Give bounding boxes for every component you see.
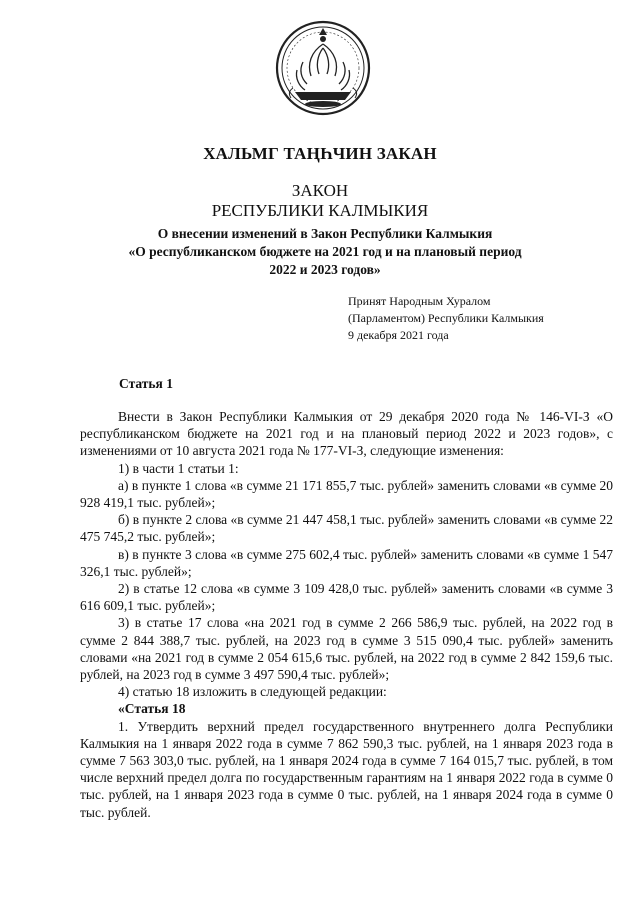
article-paragraph: в) в пункте 3 слова «в сумме 275 602,4 тыс. рублей» заменить словами «в сумме 1 547 326,1 тыс. рублей»; <box>80 546 613 579</box>
article-paragraph: 3) в статье 17 слова «на 2021 год в сумме 2 266 586,9 тыс. рублей, на 2022 год в сумме 2 844 388,7 тыс. рублей, на 2023 год в сумме 3 515 090,4 тыс. рублей» заменить словами «на 2021 год в сумме 2 054 615,6 тыс. рублей, на 2022 год в сумме 2 842 159,6 тыс. рублей, на 2023 год в сумме 3 497 590,4 тыс. рублей»; <box>80 615 613 683</box>
adoption-line-2: (Парламентом) Республики Калмыкия <box>348 311 544 325</box>
article-heading: Статья 1 <box>119 376 173 391</box>
subtitle-line-3: 2022 и 2023 годов» <box>269 262 381 277</box>
document-title <box>0 181 640 221</box>
subtitle-line-2: «О республиканском бюджете на 2021 год и на плановый период <box>128 244 522 259</box>
article-paragraph: 4) статью 18 изложить в следующей редакции: <box>118 684 387 700</box>
adoption-date: 9 декабря 2021 года <box>348 328 449 342</box>
article-body <box>80 408 613 821</box>
article-paragraph: 2) в статье 12 слова «в сумме 3 109 428,0 тыс. рублей» заменить словами «в сумме 3 616 609,1 тыс. рублей»; <box>80 581 613 614</box>
subtitle-line-1: О внесении изменений в Закон Республики Калмыкия <box>157 226 493 241</box>
adoption-line-1: Принят Народным Хуралом <box>348 294 491 308</box>
article-paragraph: 1) в части 1 статьи 1: <box>118 460 239 476</box>
article-paragraph: б) в пункте 2 слова «в сумме 21 447 458,1 тыс. рублей» заменить словами «в сумме 22 475 745,2 тыс. рублей»; <box>80 512 613 545</box>
article-paragraph: а) в пункте 1 слова «в сумме 21 171 855,7 тыс. рублей» заменить словами «в сумме 20 928 419,1 тыс. рублей»; <box>80 477 613 511</box>
document-subtitle <box>60 225 590 279</box>
article-paragraph: 1. Утвердить верхний предел государственного внутреннего долга Республики Калмыкия на 1 января 2022 года в сумме 7 862 590,3 тыс. рублей, на 1 января 2023 года в сумме 7 563 303,0 тыс. рублей, на 1 января 2024 года в сумме 7 164 015,7 тыс. рублей, в том числе верхний предел долга по государственным гарантиям на 1 января 2022 года в сумме 0 тыс. рублей, на 1 января 2023 года в сумме 0 тыс. рублей, на 1 января 2024 года в сумме 0 тыс. рублей. <box>80 718 613 820</box>
article-paragraph: Внести в Закон Республики Калмыкия от 29 декабря 2020 года № 146-VI-З «О республиканском бюджете на 2021 год и на плановый период 2022 и 2023 годов», с изменениями от 10 августа 2021 года № 177-VI-З, следующие изменения: <box>80 409 613 459</box>
document-title-kalmyk: ХАЛЬМГ ТАҢҺЧИН ЗАКАН <box>203 144 437 163</box>
kalmykia-coat-of-arms-icon <box>273 18 373 118</box>
title-line-law: ЗАКОН <box>291 181 349 200</box>
adoption-note <box>348 293 544 344</box>
title-line-republic: РЕСПУБЛИКИ КАЛМЫКИЯ <box>211 201 429 220</box>
quoted-article-heading: «Статья 18 <box>118 701 186 717</box>
